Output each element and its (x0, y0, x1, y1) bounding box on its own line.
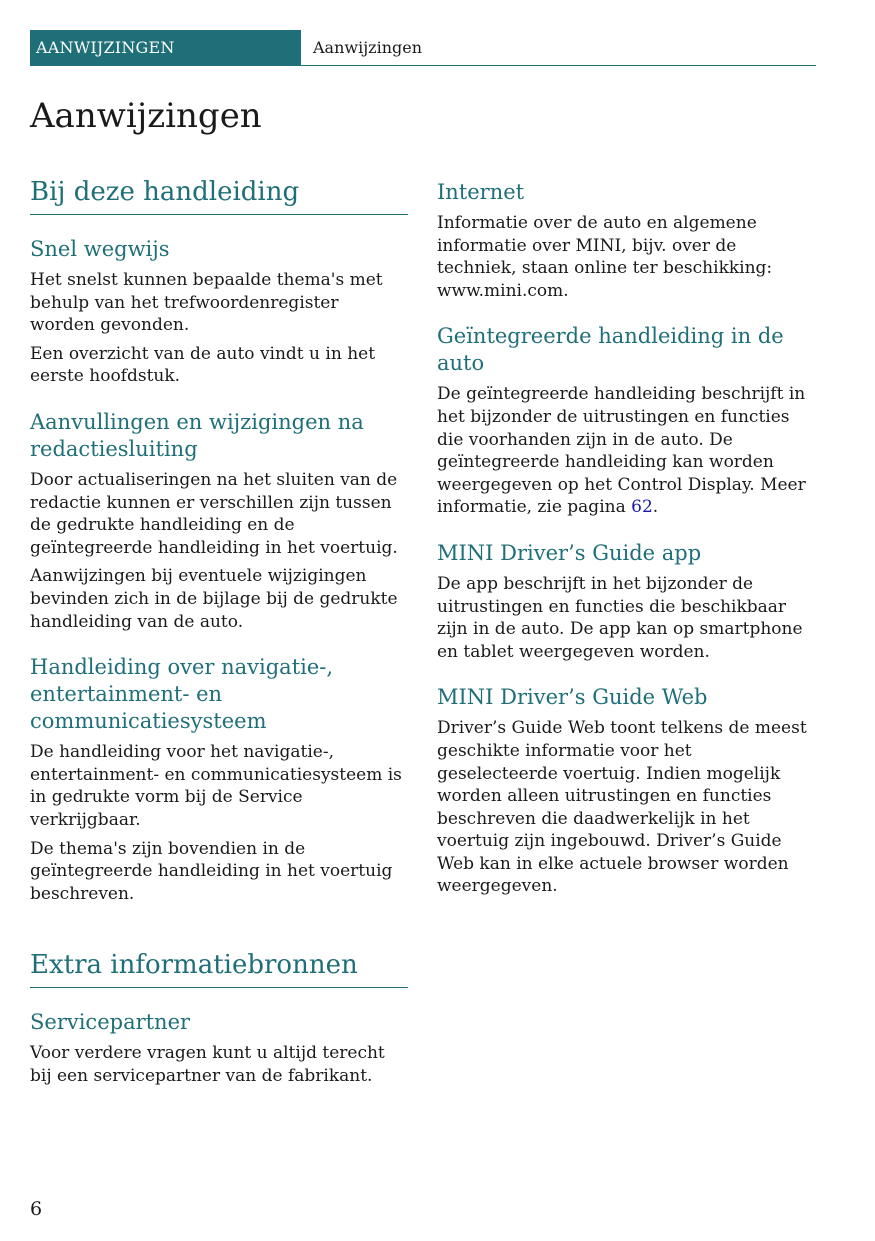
running-header (30, 30, 816, 66)
paragraph: De thema's zijn bovendien in de geïntegreerde handleiding in het voertuig beschreven. (30, 838, 393, 904)
subheading-navigatie: Handleiding over navigatie-, entertainment- en communicatiesysteem (30, 655, 334, 734)
page-number: 6 (30, 1198, 43, 1220)
paragraph-text: . (652, 497, 659, 518)
subheading-aanvullingen: Aanvullingen en wijzigingen na redactiesluiting (30, 409, 364, 461)
chapter-tab: AANWIJZINGEN (30, 30, 301, 65)
subheading-drivers-guide-web: MINI Driver’s Guide Web (437, 685, 708, 710)
paragraph-text: De geïntegreerde handleiding beschrijft in het bijzonder de uitrustingen en functies die voorhanden zijn in de auto. De geïntegreerde handleiding kan worden weergegeven op het Control Display. Meer informatie, zie pagina (437, 384, 806, 518)
subheading-drivers-guide-app: MINI Driver’s Guide app (437, 540, 702, 565)
paragraph: Aanwijzingen bij eventuele wijzigingen bevinden zich in de bijlage bij de gedrukte handleiding van de auto. (30, 566, 398, 632)
paragraph: De app beschrijft in het bijzonder de uitrustingen en functies die beschikbaar zijn in de auto. De app kan op smartphone en tablet weergegeven worden. (437, 573, 803, 662)
subheading-internet: Internet (437, 180, 525, 204)
paragraph: Voor verdere vragen kunt u altijd terecht bij een servicepartner van de fabrikant. (30, 1043, 385, 1086)
page-title: Aanwijzingen (30, 96, 262, 136)
right-column (437, 176, 817, 898)
subheading-geintegreerde-handleiding: Geïntegreerde handleiding in de auto (437, 324, 784, 376)
page-reference-link[interactable]: 62 (631, 497, 653, 518)
paragraph: Het snelst kunnen bepaalde thema's met behulp van het trefwoordenregister worden gevonden. (30, 270, 383, 336)
subheading-snel-wegwijs: Snel wegwijs (30, 237, 170, 261)
paragraph: Driver’s Guide Web toont telkens de meest geschikte informatie voor het geselecteerde voertuig. Indien mogelijk worden alleen uitrustingen en functies beschreven die daadwerkelijk in het voertuig zijn ingebouwd. Driver’s Guide Web kan in elke actuele browser worden weergegeven. (437, 718, 807, 897)
paragraph: Door actualiseringen na het sluiten van de redactie kunnen er verschillen zijn tussen de gedrukte handleiding en de geïntegreerde handleiding in het voertuig. (30, 469, 398, 558)
section-title-bij-deze-handleiding: Bij deze handleiding (30, 176, 408, 215)
paragraph: Een overzicht van de auto vindt u in het eerste hoofdstuk. (30, 343, 376, 387)
paragraph: De handleiding voor het navigatie-, entertainment- en communicatiesysteem is in gedrukte vorm bij de Service verkrijgbaar. (30, 742, 402, 830)
subheading-servicepartner: Servicepartner (30, 1010, 191, 1035)
paragraph: Informatie over de auto en algemene informatie over MINI, bijv. over de techniek, staan online ter beschikking: www.mini.com. (437, 213, 773, 301)
section-label: Aanwijzingen (313, 38, 423, 57)
paragraph (437, 383, 817, 519)
left-column (30, 176, 408, 1087)
section-title-extra-informatiebronnen: Extra informatiebronnen (30, 949, 408, 988)
